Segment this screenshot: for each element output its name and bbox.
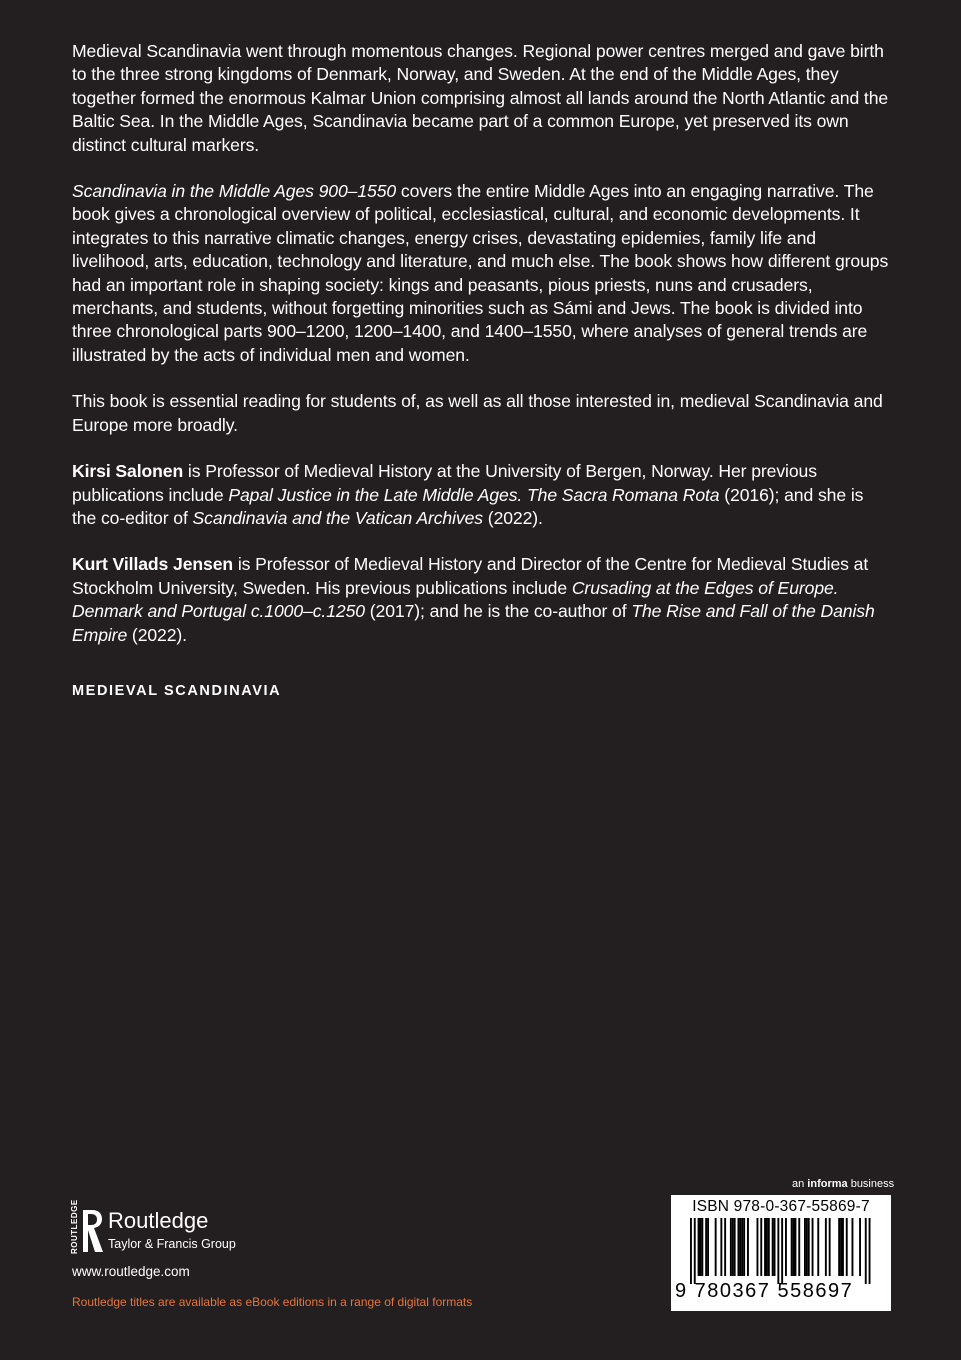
informa-suffix: business (847, 1178, 895, 1190)
publisher-name: Routledge (108, 1208, 209, 1233)
barcode-bar (852, 1218, 854, 1276)
barcode-bar (781, 1218, 783, 1284)
barcode-bar (795, 1218, 797, 1276)
barcode-bar (842, 1218, 844, 1276)
author-bio-1 (72, 460, 892, 530)
barcode-bar (806, 1218, 808, 1276)
author-bio-2-text-b: (2017); and he is the co-author of (364, 601, 632, 622)
barcode-bar (865, 1218, 867, 1284)
barcode-bar (700, 1218, 702, 1276)
author-2-book-1: Crusading at the Edges of Europe. Denmark and Portugal c.1000–c.1250 (72, 577, 839, 622)
blurb-paragraph-2-text: covers the entire Middle Ages into an engaging narrative. The book gives a chronological overview of political, ecclesiastical, cultural, and economic developments. It integrates to this narrative climatic changes, energy crises, devastating epidemies, family life and livelihood, arts, education, technology and literature, and much else. The book shows how different groups had an important role in shaping society: kings and peasants, pious priests, nuns and crusaders, merchants, and students, without forgetting minorities such as Sámi and Jews. The book is divided into three chronological parts 900–1200, 1200–1400, and 1400–1550, where analyses of general trends are illustrated by the acts of individual men and women. (72, 181, 889, 365)
author-bio-2-text-c: (2022). (127, 624, 187, 645)
book-title: Scandinavia in the Middle Ages 900–1550 (72, 181, 397, 202)
barcode-bars (690, 1218, 880, 1284)
barcode-bar (829, 1218, 831, 1276)
author-name-2: Kurt Villads Jensen (72, 554, 234, 575)
barcode-bar (812, 1218, 814, 1276)
series-name: MEDIEVAL SCANDINAVIA (72, 683, 282, 699)
author-bio-1-text-c: (2022). (483, 507, 543, 528)
barcode-bar (838, 1218, 840, 1276)
barcode-bar (798, 1218, 800, 1276)
barcode-bar (869, 1218, 871, 1284)
barcode-bar (705, 1218, 707, 1276)
barcode-bar (698, 1218, 700, 1276)
barcode-bar (772, 1218, 774, 1276)
author-1-book-2: Scandinavia and the Vatican Archives (192, 507, 484, 528)
author-name-1: Kirsi Salonen (72, 461, 184, 482)
barcode-bar (724, 1218, 726, 1276)
barcode-bar (825, 1218, 827, 1276)
barcode-bar (743, 1218, 745, 1276)
barcode-bar (768, 1218, 770, 1276)
routledge-r-icon (82, 1209, 104, 1253)
author-2-book-2: The Rise and Fall of the Danish Empire (72, 601, 875, 645)
barcode-bar (791, 1218, 793, 1276)
barcode-bar (747, 1218, 749, 1276)
barcode-bar (777, 1218, 779, 1284)
author-bio-1-text-b: (2016); and she is the co-editor of (72, 484, 864, 528)
barcode-bar (764, 1218, 766, 1276)
routledge-logo (70, 1199, 270, 1256)
barcode-bar (859, 1218, 861, 1276)
barcode-bar (804, 1218, 806, 1276)
isbn-barcode (671, 1195, 891, 1311)
barcode-bar (738, 1218, 740, 1276)
barcode-bar (707, 1218, 709, 1276)
barcode-bar (757, 1218, 759, 1276)
publisher-group: Taylor & Francis Group (108, 1237, 236, 1251)
barcode-bar (701, 1218, 703, 1276)
blurb-paragraph-3: This book is essential reading for students of, as well as all those interested in, medieval Scandinavia and Europe more broadly. (72, 391, 883, 435)
barcode-bar (715, 1218, 717, 1276)
barcode-bar (846, 1218, 848, 1276)
barcode-bar (734, 1218, 736, 1276)
barcode-bar (766, 1218, 768, 1276)
ebook-note: Routledge titles are available as eBook editions in a range of digital formats (72, 1295, 473, 1309)
publisher-url[interactable]: www.routledge.com (72, 1264, 190, 1279)
barcode-bar (840, 1218, 842, 1276)
author-1-book-1: Papal Justice in the Late Middle Ages. The Sacra Romana Rota (228, 484, 720, 505)
author-bio-2 (72, 553, 892, 647)
author-bio-1-text-a: is Professor of Medieval History at the University of Bergen, Norway. Her previous publications include (72, 461, 817, 505)
barcode-digits: 9 780367 558697 (675, 1280, 854, 1302)
barcode-bar (741, 1218, 743, 1276)
barcode-bar (774, 1218, 776, 1276)
blurb-paragraph-2 (72, 180, 892, 367)
barcode-bar (760, 1218, 762, 1276)
barcode-bar (690, 1218, 692, 1284)
logo-vertical-text: ROUTLEDGE (70, 1199, 79, 1254)
back-cover-blurb (72, 40, 892, 670)
barcode-bar (739, 1218, 741, 1276)
informa-business-tagline (792, 1178, 894, 1190)
barcode-bar (732, 1218, 734, 1276)
isbn-label: ISBN 978-0-367-55869-7 (692, 1198, 870, 1215)
blurb-paragraph-1: Medieval Scandinavia went through momentous changes. Regional power centres merged and gave birth to the three strong kingdoms of Denmark, Norway, and Sweden. At the end of the Middle Ages, they together formed the enormous Kalmar Union comprising almost all lands around the North Atlantic and the Baltic Sea. In the Middle Ages, Scandinavia became part of a common Europe, yet preserved its own distinct cultural markers. (72, 41, 889, 155)
barcode-bar (817, 1218, 819, 1276)
barcode-bar (785, 1218, 787, 1276)
author-bio-2-text-a: is Professor of Medieval History and Director of the Centre for Medieval Studies at Stockholm University, Sweden. His previous publications include (72, 554, 869, 598)
barcode-bar (808, 1218, 810, 1276)
barcode-bar (720, 1218, 722, 1276)
barcode-bar (730, 1218, 732, 1276)
informa-prefix: an (792, 1178, 808, 1190)
barcode-bar (694, 1218, 696, 1284)
informa-brand: informa (807, 1178, 848, 1190)
barcode-bar (793, 1218, 795, 1276)
